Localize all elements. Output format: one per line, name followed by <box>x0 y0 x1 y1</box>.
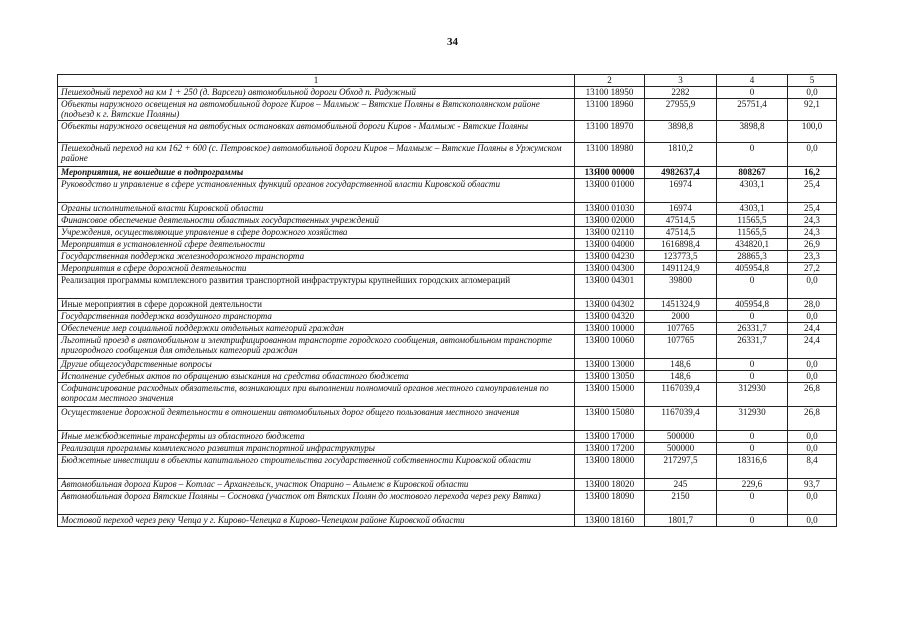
row-col5-cell: 24,4 <box>788 335 837 359</box>
row-col4-cell: 28865,3 <box>717 251 788 263</box>
table-row <box>58 143 837 167</box>
row-col3-cell: 4982637,4 <box>645 167 717 179</box>
table-row <box>58 99 837 121</box>
row-col3-cell: 16974 <box>645 203 717 215</box>
row-col5-cell: 100,0 <box>788 121 837 143</box>
row-code-cell: 13Я00 10000 <box>575 323 645 335</box>
table-row <box>58 311 837 323</box>
row-code-cell: 13Я00 02110 <box>575 227 645 239</box>
row-code-cell: 13Я00 13050 <box>575 371 645 383</box>
table-row <box>58 239 837 251</box>
row-col5-cell: 0,0 <box>788 371 837 383</box>
page-number: 34 <box>447 36 458 48</box>
row-col3-cell: 148,6 <box>645 359 717 371</box>
table-row <box>58 515 837 527</box>
table-row <box>58 371 837 383</box>
table-row <box>58 359 837 371</box>
row-name-cell: Софинансирование расходных обязательств, возникающих при выполнении полномочий органов местного самоуправления по вопросам местного значения <box>58 383 575 407</box>
row-col3-cell: 3898,8 <box>645 121 717 143</box>
row-name-cell: Государственная поддержка воздушного транспорта <box>58 311 575 323</box>
table-row <box>58 251 837 263</box>
row-col4-cell: 26331,7 <box>717 335 788 359</box>
header-col-4: 4 <box>717 75 788 87</box>
row-col5-cell: 23,3 <box>788 251 837 263</box>
row-code-cell: 13Я00 04320 <box>575 311 645 323</box>
row-name-cell: Пешеходный переход на км 1 + 250 (д. Варсеги) автомобильной дороги Обход п. Радужный <box>58 87 575 99</box>
row-col5-cell: 93,7 <box>788 479 837 491</box>
row-name-cell: Автомобильная дорога Киров – Котлас – Архангельск, участок Опарино – Альмеж в Кировской области <box>58 479 575 491</box>
row-code-cell: 13Я00 17200 <box>575 443 645 455</box>
table-header-row <box>58 75 837 87</box>
row-code-cell: 13Я00 10060 <box>575 335 645 359</box>
row-col5-cell: 0,0 <box>788 515 837 527</box>
row-code-cell: 13Я00 01030 <box>575 203 645 215</box>
row-col4-cell: 434820,1 <box>717 239 788 251</box>
table-row <box>58 215 837 227</box>
row-col4-cell: 11565,5 <box>717 227 788 239</box>
row-col5-cell: 0,0 <box>788 491 837 515</box>
row-name-cell: Исполнение судебных актов по обращению взыскания на средства областного бюджета <box>58 371 575 383</box>
row-name-cell: Руководство и управление в сфере установленных функций органов государственной власти Кировской области <box>58 179 575 203</box>
row-col5-cell: 25,4 <box>788 179 837 203</box>
table-row <box>58 455 837 479</box>
row-col3-cell: 123773,5 <box>645 251 717 263</box>
row-code-cell: 13Я00 01000 <box>575 179 645 203</box>
row-col4-cell: 0 <box>717 515 788 527</box>
row-code-cell: 13Я00 18160 <box>575 515 645 527</box>
row-code-cell: 13Я00 04000 <box>575 239 645 251</box>
table-row <box>58 407 837 431</box>
row-name-cell: Реализация программы комплексного развития транспортной инфраструктуры <box>58 443 575 455</box>
row-col4-cell: 312930 <box>717 383 788 407</box>
row-code-cell: 13Я00 18000 <box>575 455 645 479</box>
table-row <box>58 275 837 299</box>
row-col3-cell: 27955,9 <box>645 99 717 121</box>
row-col4-cell: 808267 <box>717 167 788 179</box>
row-col3-cell: 107765 <box>645 323 717 335</box>
header-col-1: 1 <box>58 75 575 87</box>
row-col3-cell: 39800 <box>645 275 717 299</box>
row-code-cell: 13100 18970 <box>575 121 645 143</box>
row-col3-cell: 47514,5 <box>645 215 717 227</box>
row-col3-cell: 148,6 <box>645 371 717 383</box>
row-col5-cell: 0,0 <box>788 311 837 323</box>
row-col3-cell: 2282 <box>645 87 717 99</box>
header-col-2: 2 <box>575 75 645 87</box>
row-col5-cell: 25,4 <box>788 203 837 215</box>
row-col4-cell: 405954,8 <box>717 299 788 311</box>
row-col3-cell: 245 <box>645 479 717 491</box>
row-col4-cell: 405954,8 <box>717 263 788 275</box>
row-code-cell: 13Я00 04230 <box>575 251 645 263</box>
table-row <box>58 335 837 359</box>
row-name-cell: Бюджетные инвестиции в объекты капитального строительства государственной собственности Кировской области <box>58 455 575 479</box>
row-code-cell: 13Я00 15080 <box>575 407 645 431</box>
row-name-cell: Автомобильная дорога Вятские Поляны – Сосновка (участок от Вятских Полян до мостового перехода через реку Вятка) <box>58 491 575 515</box>
row-col5-cell: 26,9 <box>788 239 837 251</box>
table-row <box>58 443 837 455</box>
row-col4-cell: 4303,1 <box>717 179 788 203</box>
row-name-cell: Органы исполнительной власти Кировской области <box>58 203 575 215</box>
row-name-cell: Другие общегосударственные вопросы <box>58 359 575 371</box>
table-row <box>58 203 837 215</box>
row-col3-cell: 107765 <box>645 335 717 359</box>
row-col3-cell: 217297,5 <box>645 455 717 479</box>
row-name-cell: Обеспечение мер социальной поддержки отдельных категорий граждан <box>58 323 575 335</box>
row-col3-cell: 1451324,9 <box>645 299 717 311</box>
row-col5-cell: 27,2 <box>788 263 837 275</box>
table-row <box>58 263 837 275</box>
row-code-cell: 13Я00 18090 <box>575 491 645 515</box>
row-code-cell: 13Я00 04301 <box>575 275 645 299</box>
row-col3-cell: 1167039,4 <box>645 407 717 431</box>
row-col4-cell: 0 <box>717 371 788 383</box>
row-col4-cell: 0 <box>717 431 788 443</box>
row-col4-cell: 18316,6 <box>717 455 788 479</box>
table-row <box>58 299 837 311</box>
row-code-cell: 13Я00 15000 <box>575 383 645 407</box>
row-code-cell: 13Я00 04302 <box>575 299 645 311</box>
row-col3-cell: 1616898,4 <box>645 239 717 251</box>
row-col4-cell: 25751,4 <box>717 99 788 121</box>
table-row <box>58 87 837 99</box>
row-col3-cell: 2000 <box>645 311 717 323</box>
row-name-cell: Реализация программы комплексного развития транспортной инфраструктуры крупнейших городских агломераций <box>58 275 575 299</box>
row-col3-cell: 16974 <box>645 179 717 203</box>
row-col4-cell: 0 <box>717 359 788 371</box>
row-col5-cell: 0,0 <box>788 443 837 455</box>
row-code-cell: 13Я00 18020 <box>575 479 645 491</box>
row-col3-cell: 2150 <box>645 491 717 515</box>
row-col3-cell: 1167039,4 <box>645 383 717 407</box>
budget-table <box>57 74 837 527</box>
row-name-cell: Объекты наружного освещения на автомобильной дороге Киров – Малмыж – Вятские Поляны в Вятскополянском районе (подъезд к г. Вятские Поляны) <box>58 99 575 121</box>
row-code-cell: 13Я00 00000 <box>575 167 645 179</box>
row-col3-cell: 500000 <box>645 431 717 443</box>
row-col4-cell: 11565,5 <box>717 215 788 227</box>
row-code-cell: 13100 18950 <box>575 87 645 99</box>
row-col4-cell: 4303,1 <box>717 203 788 215</box>
row-name-cell: Учреждения, осуществляющие управление в сфере дорожного хозяйства <box>58 227 575 239</box>
row-col5-cell: 16,2 <box>788 167 837 179</box>
row-col4-cell: 312930 <box>717 407 788 431</box>
table-row <box>58 323 837 335</box>
row-code-cell: 13Я00 02000 <box>575 215 645 227</box>
row-col5-cell: 0,0 <box>788 87 837 99</box>
row-name-cell: Иные мероприятия в сфере дорожной деятельности <box>58 299 575 311</box>
table-row <box>58 179 837 203</box>
row-col5-cell: 26,8 <box>788 383 837 407</box>
row-col5-cell: 0,0 <box>788 359 837 371</box>
row-col5-cell: 28,0 <box>788 299 837 311</box>
row-col5-cell: 24,3 <box>788 215 837 227</box>
row-name-cell: Финансовое обеспечение деятельности областных государственных учреждений <box>58 215 575 227</box>
row-col4-cell: 0 <box>717 491 788 515</box>
row-col5-cell: 0,0 <box>788 431 837 443</box>
header-col-5: 5 <box>788 75 837 87</box>
row-col4-cell: 229,6 <box>717 479 788 491</box>
row-col4-cell: 0 <box>717 87 788 99</box>
row-code-cell: 13100 18960 <box>575 99 645 121</box>
row-col3-cell: 1810,2 <box>645 143 717 167</box>
table-row <box>58 431 837 443</box>
row-name-cell: Государственная поддержка железнодорожного транспорта <box>58 251 575 263</box>
row-col3-cell: 1491124,9 <box>645 263 717 275</box>
row-col5-cell: 0,0 <box>788 275 837 299</box>
row-col5-cell: 24,3 <box>788 227 837 239</box>
row-name-cell: Льготный проезд в автомобильном и электрифицированном транспорте городского сообщения, автомобильном транспорте пригородного сообщения для отдельных категорий граждан <box>58 335 575 359</box>
table-row <box>58 383 837 407</box>
row-col4-cell: 0 <box>717 443 788 455</box>
table-row <box>58 491 837 515</box>
row-col5-cell: 0,0 <box>788 143 837 167</box>
row-name-cell: Мероприятия в установленной сфере деятельности <box>58 239 575 251</box>
table-row <box>58 479 837 491</box>
row-col4-cell: 0 <box>717 143 788 167</box>
row-col4-cell: 3898,8 <box>717 121 788 143</box>
row-col5-cell: 92,1 <box>788 99 837 121</box>
row-name-cell: Объекты наружного освещения на автобусных остановках автомобильной дороги Киров - Малмыж - Вятские Поляны <box>58 121 575 143</box>
table-row <box>58 121 837 143</box>
row-name-cell: Мероприятия, не вошедшие в подпрограммы <box>58 167 575 179</box>
row-code-cell: 13Я00 04300 <box>575 263 645 275</box>
row-col3-cell: 500000 <box>645 443 717 455</box>
row-name-cell: Иные межбюджетные трансферты из областного бюджета <box>58 431 575 443</box>
row-code-cell: 13Я00 17000 <box>575 431 645 443</box>
row-col3-cell: 47514,5 <box>645 227 717 239</box>
row-name-cell: Пешеходный переход на км 162 + 600 (с. Петровское) автомобильной дороги Киров – Малмыж – Вятские Поляны в Уржумском районе <box>58 143 575 167</box>
row-col5-cell: 8,4 <box>788 455 837 479</box>
header-col-3: 3 <box>645 75 717 87</box>
table-row <box>58 167 837 179</box>
row-col4-cell: 26331,7 <box>717 323 788 335</box>
row-code-cell: 13100 18980 <box>575 143 645 167</box>
row-col5-cell: 24,4 <box>788 323 837 335</box>
row-col4-cell: 0 <box>717 311 788 323</box>
row-col5-cell: 26,8 <box>788 407 837 431</box>
row-code-cell: 13Я00 13000 <box>575 359 645 371</box>
row-col4-cell: 0 <box>717 275 788 299</box>
row-name-cell: Мероприятия в сфере дорожной деятельности <box>58 263 575 275</box>
table-row <box>58 227 837 239</box>
row-col3-cell: 1801,7 <box>645 515 717 527</box>
row-name-cell: Осуществление дорожной деятельности в отношении автомобильных дорог общего пользования местного значения <box>58 407 575 431</box>
row-name-cell: Мостовой переход через реку Чепца у г. Кирово-Чепецка в Кирово-Чепецком районе Кировской области <box>58 515 575 527</box>
